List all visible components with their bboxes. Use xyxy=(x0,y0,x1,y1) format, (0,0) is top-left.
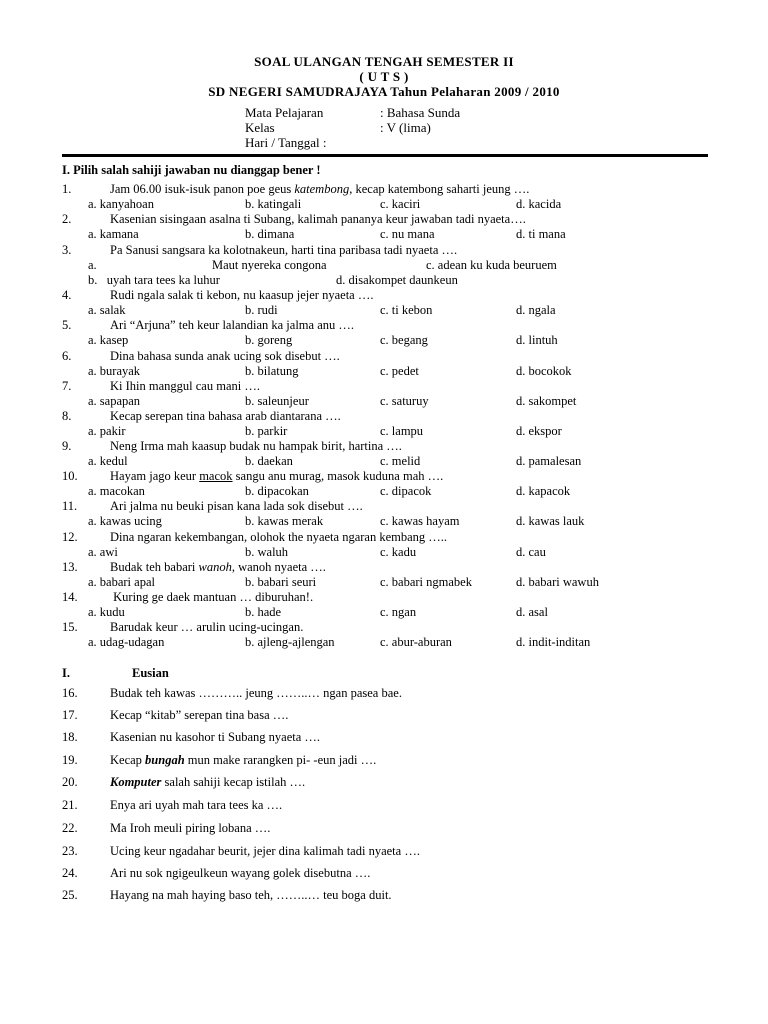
option-c: c. abur-aburan xyxy=(380,635,452,649)
essay-question: Hayang na mah haying baso teh, ……..… teu boga duit. xyxy=(110,888,392,902)
question-text: Ari jalma nu beuki pisan kana lada sok disebut …. xyxy=(110,499,363,513)
question-number: 14. xyxy=(62,590,78,604)
essay-number: 20. xyxy=(62,775,78,789)
option-b: b. daekan xyxy=(245,454,293,468)
option-c: c. babari ngmabek xyxy=(380,575,472,589)
exam-title: SOAL ULANGAN TENGAH SEMESTER II xyxy=(254,54,514,69)
essay-question: Kecap bungah mun make rarangken pi- -eun jadi …. xyxy=(110,753,377,767)
question-text: Kecap serepan tina bahasa arab diantarana …. xyxy=(110,409,341,423)
option-d: d. ekspor xyxy=(516,424,562,438)
option-d: d. lintuh xyxy=(516,333,558,347)
option-a: a. sapapan xyxy=(88,394,141,408)
option-d: d. indit-inditan xyxy=(516,635,591,649)
essay-number: 16. xyxy=(62,686,78,700)
essay-question: Kasenian nu kasohor ti Subang nyaeta …. xyxy=(110,730,321,744)
option-b: b. waluh xyxy=(245,545,289,559)
option-c: c. pedet xyxy=(380,364,419,378)
option-c: c. adean ku kuda beuruem xyxy=(426,258,557,272)
option-b: b. ajleng-ajlengan xyxy=(245,635,335,649)
question-number: 4. xyxy=(62,288,72,302)
option-b: b. parkir xyxy=(245,424,288,438)
section-2-number: I. xyxy=(62,666,70,680)
question-text: Ari “Arjuna” teh keur lalandian ka jalma anu …. xyxy=(110,318,355,332)
question-text: Barudak keur … arulin ucing-ucingan. xyxy=(110,620,304,634)
option-a: a. burayak xyxy=(88,364,141,378)
question-text: Kasenian sisingaan asalna ti Subang, kalimah pananya keur jawaban tadi nyaeta…. xyxy=(110,212,526,226)
essay-question: Enya ari uyah mah tara tees ka …. xyxy=(110,798,283,812)
essay-number: 21. xyxy=(62,798,78,812)
question-number: 6. xyxy=(62,349,72,363)
option-a: a. kudu xyxy=(88,605,125,619)
section-1-title: I. Pilih salah sahiji jawaban nu dianggap bener ! xyxy=(62,163,321,177)
option-d: d. cau xyxy=(516,545,546,559)
option-b: b. goreng xyxy=(245,333,293,347)
option-d: d. ti mana xyxy=(516,227,566,241)
option-a: a. macokan xyxy=(88,484,145,498)
essay-number: 23. xyxy=(62,844,78,858)
question-text: Hayam jago keur macok sangu anu murag, masok kuduna mah …. xyxy=(110,469,444,483)
question-number: 12. xyxy=(62,530,78,544)
essay-number: 17. xyxy=(62,708,78,722)
question-text: Kuring ge daek mantuan … diburuhan!. xyxy=(110,590,314,604)
school-name: SD NEGERI SAMUDRAJAYA Tahun Pelaharan 2009 / 2010 xyxy=(208,84,560,99)
essay-question: Ma Iroh meuli piring lobana …. xyxy=(110,821,271,835)
option-d: d. disakompet daunkeun xyxy=(336,273,458,287)
section-2-title: Eusian xyxy=(132,666,169,680)
option-d: d. ngala xyxy=(516,303,556,317)
option-b: b. uyah tara tees ka luhur xyxy=(88,273,220,287)
option-a: a. pakir xyxy=(88,424,126,438)
essay-question: Kecap “kitab” serepan tina basa …. xyxy=(110,708,289,722)
subject-label: Mata Pelajaran xyxy=(245,105,324,120)
option-c: c. lampu xyxy=(380,424,424,438)
option-c: c. kaciri xyxy=(380,197,421,211)
question-number: 15. xyxy=(62,620,78,634)
question-number: 3. xyxy=(62,243,72,257)
essay-question: Ari nu sok ngigeulkeun wayang golek disebutna …. xyxy=(110,866,371,880)
question-text: Dina bahasa sunda anak ucing sok disebut …. xyxy=(110,349,340,363)
option-a: a. salak xyxy=(88,303,126,317)
question-number: 9. xyxy=(62,439,72,453)
emphasized-word: bungah xyxy=(145,753,185,767)
question-number: 2. xyxy=(62,212,72,226)
subject-value: : Bahasa Sunda xyxy=(380,105,461,120)
question-number: 10. xyxy=(62,469,78,483)
question-text: Pa Sanusi sangsara ka kolotnakeun, harti tina paribasa tadi nyaeta …. xyxy=(110,243,458,257)
class-label: Kelas xyxy=(245,120,275,135)
question-text: Budak teh babari wanoh, wanoh nyaeta …. xyxy=(110,560,326,574)
question-text: Jam 06.00 isuk-isuk panon poe geus katembong, kecap katembong saharti jeung …. xyxy=(110,182,530,196)
option-c: c. dipacok xyxy=(380,484,432,498)
question-number: 11. xyxy=(62,499,78,513)
option-b: b. hade xyxy=(245,605,282,619)
question-number: 13. xyxy=(62,560,78,574)
option-a: a. awi xyxy=(88,545,118,559)
option-a: a. kedul xyxy=(88,454,128,468)
option-a: a. kawas ucing xyxy=(88,514,162,528)
essay-number: 19. xyxy=(62,753,78,767)
option-c: c. begang xyxy=(380,333,428,347)
option-d: d. asal xyxy=(516,605,548,619)
essay-question: Komputer salah sahiji kecap istilah …. xyxy=(110,775,306,789)
option-d: d. bocokok xyxy=(516,364,572,378)
question-number: 5. xyxy=(62,318,72,332)
option-b: b. dimana xyxy=(245,227,295,241)
emphasized-word: wanoh xyxy=(198,560,232,574)
option-c: c. melid xyxy=(380,454,421,468)
option-d: d. kawas lauk xyxy=(516,514,585,528)
emphasized-word: katembong xyxy=(294,182,350,196)
question-number: 7. xyxy=(62,379,72,393)
exam-subtitle: ( U T S ) xyxy=(359,69,409,84)
option-a: a. kamana xyxy=(88,227,139,241)
option-c: c. ti kebon xyxy=(380,303,433,317)
option-c: c. kawas hayam xyxy=(380,514,460,528)
option-b: b. dipacokan xyxy=(245,484,309,498)
essay-question: Ucing keur ngadahar beurit, jejer dina kalimah tadi nyaeta …. xyxy=(110,844,420,858)
essay-number: 22. xyxy=(62,821,78,835)
question-text: Neng Irma mah kaasup budak nu hampak birit, hartina …. xyxy=(110,439,402,453)
option-d: d. kacida xyxy=(516,197,562,211)
emphasized-word: Komputer xyxy=(110,775,162,789)
option-d: d. sakompet xyxy=(516,394,577,408)
option-b: b. babari seuri xyxy=(245,575,317,589)
option-b: b. saleunjeur xyxy=(245,394,309,408)
option-c: c. saturuy xyxy=(380,394,429,408)
option-a: a. kasep xyxy=(88,333,129,347)
option-d: d. kapacok xyxy=(516,484,571,498)
option-a: a. udag-udagan xyxy=(88,635,165,649)
option-c: c. nu mana xyxy=(380,227,435,241)
question-text: Rudi ngala salak ti kebon, nu kaasup jejer nyaeta …. xyxy=(110,288,374,302)
header-divider xyxy=(62,154,708,157)
class-value: : V (lima) xyxy=(380,120,431,135)
essay-question: Budak teh kawas ……….. jeung ……..… ngan pasea bae. xyxy=(110,686,402,700)
question-number: 8. xyxy=(62,409,72,423)
option-a-text: Maut nyereka congona xyxy=(212,258,327,272)
option-b: b. kawas merak xyxy=(245,514,324,528)
option-b: b. katingali xyxy=(245,197,302,211)
option-d: d. babari wawuh xyxy=(516,575,599,589)
question-text: Ki Ihin manggul cau mani …. xyxy=(110,379,260,393)
option-a: a. xyxy=(88,258,97,272)
option-c: c. ngan xyxy=(380,605,417,619)
option-a: a. babari apal xyxy=(88,575,155,589)
essay-number: 18. xyxy=(62,730,78,744)
option-b: b. rudi xyxy=(245,303,278,317)
essay-number: 25. xyxy=(62,888,78,902)
question-text: Dina ngaran kekembangan, olohok the nyaeta ngaran kembang ….. xyxy=(110,530,448,544)
option-a: a. kanyahoan xyxy=(88,197,154,211)
option-d: d. pamalesan xyxy=(516,454,582,468)
question-number: 1. xyxy=(62,182,72,196)
date-label: Hari / Tanggal : xyxy=(245,135,327,150)
essay-number: 24. xyxy=(62,866,78,880)
underlined-word: macok xyxy=(199,469,233,483)
option-c: c. kadu xyxy=(380,545,417,559)
option-b: b. bilatung xyxy=(245,364,299,378)
